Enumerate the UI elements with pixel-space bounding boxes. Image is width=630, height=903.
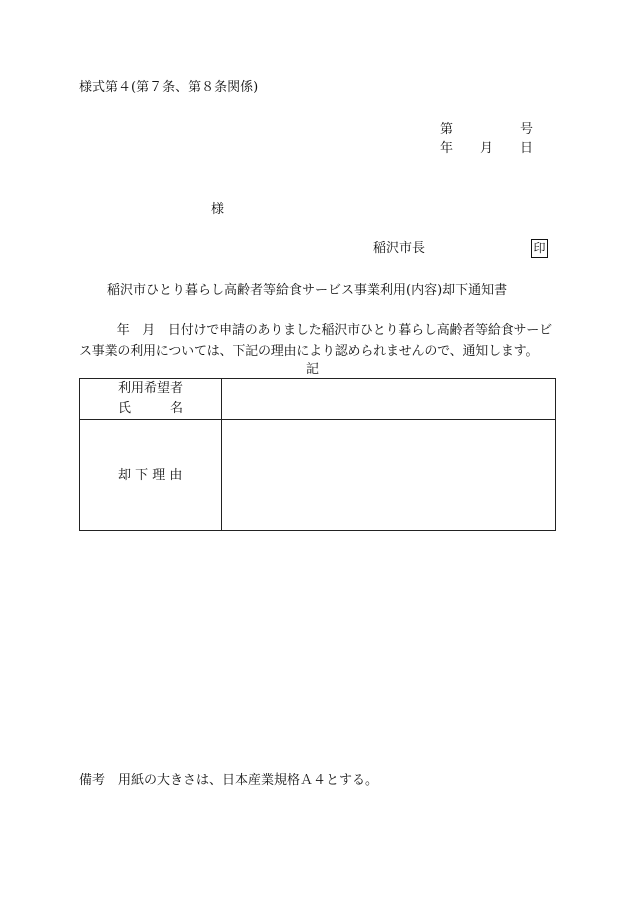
doc-number-dai: 第 <box>440 122 454 137</box>
rejection-reason-label: 却 下 理 由 <box>118 468 183 483</box>
date-day: 日 <box>520 141 534 156</box>
applicant-name-cell[interactable] <box>222 380 555 419</box>
date-year: 年 <box>440 141 454 156</box>
doc-number-go: 号 <box>520 122 534 137</box>
remark-note: 備考 用紙の大きさは、日本産業規格Ａ４とする。 <box>79 773 379 788</box>
seal-box: 印 <box>531 239 548 258</box>
date-month: 月 <box>480 141 494 156</box>
applicant-label-line2: 氏 名 <box>118 401 184 416</box>
reason-table <box>79 378 556 531</box>
issuer-name: 稲沢市長 <box>373 241 426 256</box>
body-text: 年 月 日付けで申請のありました稲沢市ひとり暮らし高齢者等給食サービス事業の利用については、下記の理由により認められませんので、通知します。 <box>79 323 552 359</box>
document-title: 稲沢市ひとり暮らし高齢者等給食サービス事業利用(内容)却下通知書 <box>107 283 508 298</box>
applicant-label-line1: 利用希望者 <box>118 381 184 396</box>
ki-label: 記 <box>306 362 320 377</box>
addressee-sama: 様 <box>211 202 225 217</box>
form-number: 様式第４(第７条、第８条関係) <box>79 80 259 95</box>
rejection-reason-cell[interactable] <box>222 420 555 530</box>
